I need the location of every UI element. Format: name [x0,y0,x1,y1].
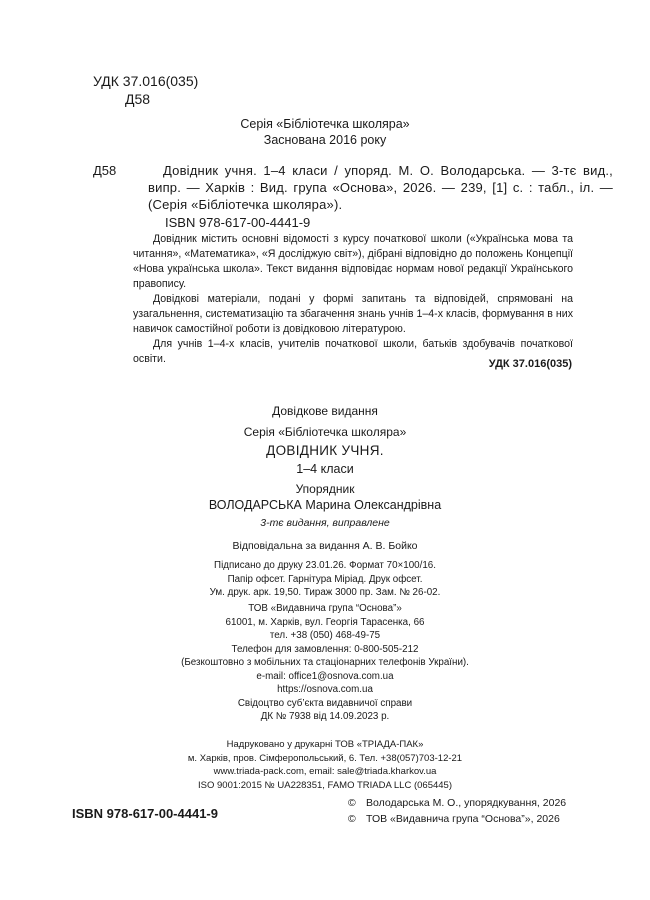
printer-info-line: www.triada-pack.com, email: sale@triada.kharkov.ua [213,766,437,777]
annotation-paragraph: Довідник містить основні відомості з курсу початкової школи («Українська мова та читання», «Математика», «Я досліджую світ»), дібрані відповідно до положень Концепції «Нова українська школа». Текст видання відповідає нормам нової редакції Українського правопису. [133,233,573,290]
publisher-website: https://osnova.com.ua [277,684,373,695]
print-info-line: Ум. друк. арк. 19,50. Тираж 3000 пр. Зам. № 26-02. [209,587,441,598]
compiler-name: ВОЛОДАРСЬКА Марина Олександрівна [208,498,442,512]
series-founded: Заснована 2016 року [263,133,387,147]
copyright-text: ТОВ «Видавнича група “Основа”», 2026 [366,813,560,825]
publisher-info-line: Свідоцтво суб’єкта видавничої справи [237,697,413,709]
print-info-line: Папір офсет. Гарнітура Міріад. Друк офсет. [227,573,423,585]
publisher-info-line: ТОВ «Видавнича група “Основа”» [248,603,402,614]
book-subtitle: 1–4 класи [296,462,354,476]
series-header [0,116,650,148]
copyright-text: Володарська М. О., упорядкування, 2026 [366,797,567,809]
imprint-series: Серія «Бібліотечка школяра» [243,425,407,439]
print-info-line: Підписано до друку 23.01.26. Формат 70×100/16. [214,560,436,571]
bibliographic-record [93,162,613,230]
publisher-info-line: Телефон для замовлення: 0-800-505-212 [231,643,419,655]
copyright-icon: © [348,813,356,825]
printer-info-line: м. Харків, пров. Сімферопольський, 6. Тел. +38(057)703-12-21 [187,752,463,764]
publisher-email: e-mail: office1@osnova.com.ua [256,670,394,682]
annotation-paragraph: Довідкові матеріали, подані у формі запитань та відповідей, спрямовані на узагальнення, систематизацію та збагачення знань учнів 1–4-х класів, формування в них навичок самостійної роботи із довідковою літературою. [133,293,573,335]
copyright-icon: © [348,797,356,809]
annotation [133,232,573,367]
printer-info-line: Надруковано у друкарні ТОВ «ТРІАДА-ПАК» [226,739,424,750]
publication-type: Довідкове видання [272,404,378,418]
copyright-line [348,811,566,827]
printer-info [0,738,650,792]
print-info [0,559,650,600]
bib-description: Довідник учня. 1–4 класи / упоряд. М. О. Володарська. — 3-тє вид., випр. — Харків : Вид. група «Основа», 2026. — 239, [1] с. : табл., іл. — (Серія «Бібліотечка школяра»). [148,163,613,212]
copyright-line [348,795,566,811]
publisher-info-line: тел. +38 (050) 468-49-75 [269,630,381,641]
isbn: ISBN 978-617-00-4441-9 [72,806,218,821]
compiler-label: Упорядник [295,482,355,496]
bib-isbn: ISBN 978-617-00-4441-9 [165,215,311,230]
copyright-block [348,795,566,827]
author-mark: Д58 [125,91,151,107]
responsible-editor: Відповідальна за видання А. В. Бойко [232,540,418,552]
publisher-info [0,602,650,724]
bib-code: Д58 [93,163,117,178]
publisher-info-line: (Безкоштовно з мобільних та стаціонарних телефонів України). [181,657,469,668]
publisher-info-line: 61001, м. Харків, вул. Георгія Тарасенка, 66 [225,616,425,628]
edition-info: 3-тє видання, виправлене [260,517,390,529]
annotation-udk: УДК 37.016(035) [488,358,572,370]
publisher-info-line: ДК № 7938 від 14.09.2023 р. [260,711,390,722]
book-title: ДОВІДНИК УЧНЯ. [266,443,384,458]
udk-code: УДК 37.016(035) [93,73,199,89]
series-name: Серія «Бібліотечка школяра» [240,117,410,131]
annotation-paragraph: Для учнів 1–4-х класів, учителів початкової школи, батьків здобувачів початкової освіти. [133,338,573,365]
printer-info-line: ISO 9001:2015 № UA228351, FAMO TRIADA LLC (065445) [198,779,452,791]
